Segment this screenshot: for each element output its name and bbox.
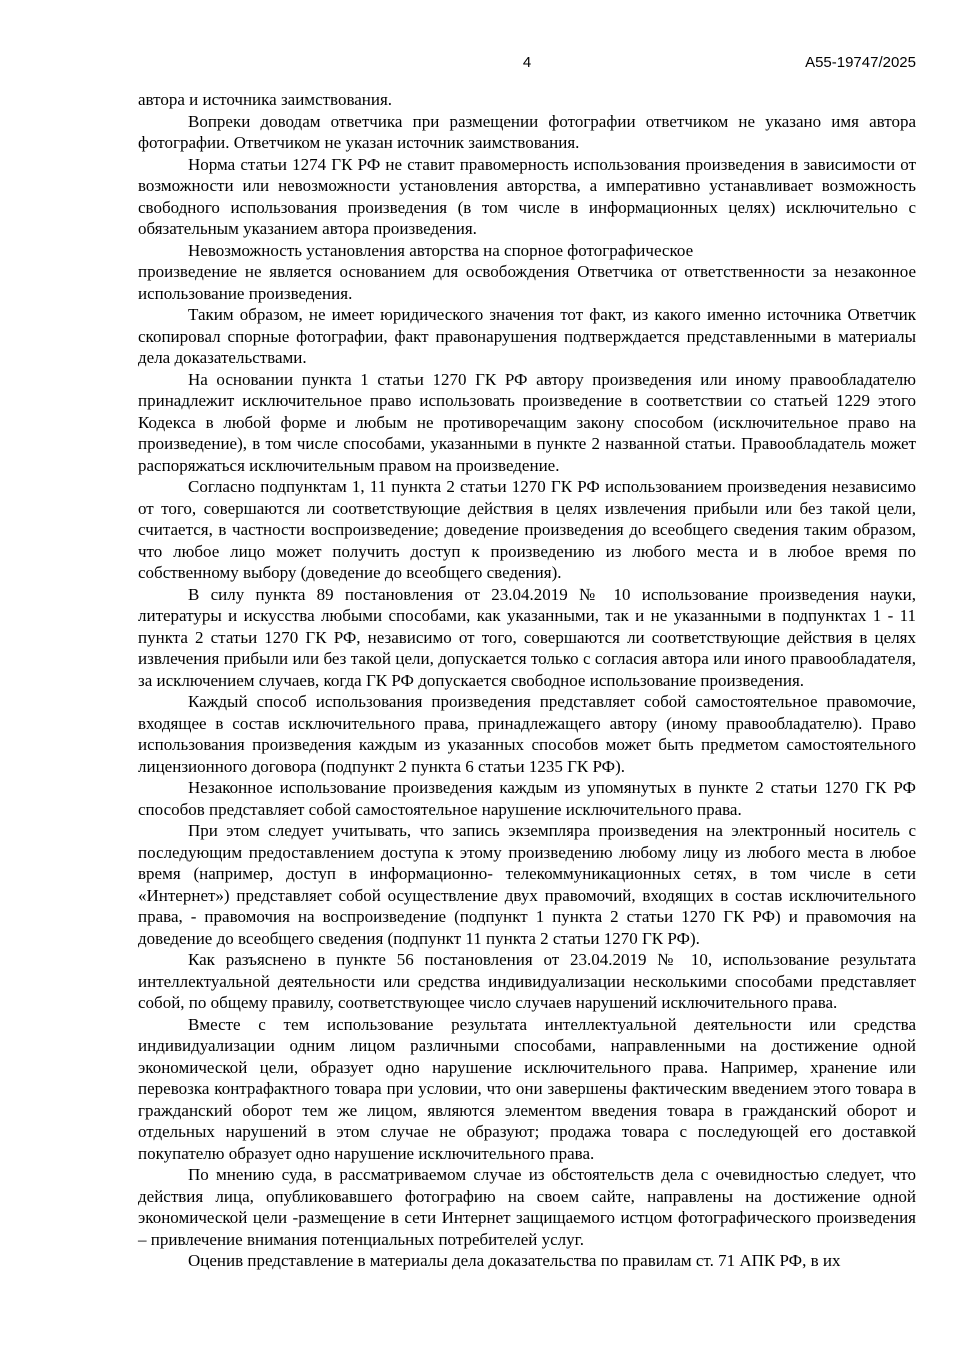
paragraph: По мнению суда, в рассматриваемом случае из обстоятельств дела с очевидностью следует, что действия лица, опубликовавшего фотографию на своем сайте, направлены на достижение одной экономической цели -размещение в сети Интернет защищаемого истцом фотографического произведения – привлечение внимания потенциальных потребителей услуг.	[138, 1165, 916, 1249]
paragraph: автора и источника заимствования.	[138, 90, 393, 109]
document-body	[138, 89, 916, 1272]
paragraph: Невозможность установления авторства на спорное фотографическое	[188, 240, 694, 260]
paragraph: Вместе с тем использование результата интеллектуальной деятельности или средства индивидуализации одним лицом различными способами, направленными на достижение одной экономической цели, образует одно нарушение исключительного права. Например, хранение или перевозка контрафактного товара при условии, что они завершены фактическим введением этого товара в гражданский оборот тем же лицом, являются элементом введения товара в гражданский оборот и отдельных нарушений в этом случае не образуют; продажа товара с последующей его доставкой покупателю образует одно нарушение исключительного права.	[138, 1014, 916, 1163]
paragraph: произведение не является основанием для освобождения Ответчика от ответственности за незаконное использование произведения.	[138, 262, 916, 303]
page-header	[138, 54, 916, 72]
page-number: 4	[522, 54, 532, 71]
paragraph: Норма статьи 1274 ГК РФ не ставит правомерность использования произведения в зависимости от возможности или невозможности установления авторства, а императивно устанавливает возможность свободного использования произведения (в том числе в информационных целях) исключительно с обязательным указанием автора произведения.	[138, 154, 916, 238]
paragraph: При этом следует учитывать, что запись экземпляра произведения на электронный носитель с последующим предоставлением доступа к этому произведению любому лицу из любого места в любое время (например, доступ в информационно- телекоммуникационных сетях, в том числе в сети «Интернет») представляет собой осуществление двух правомочий, входящих в состав исключительного права, - правомочия на воспроизведение (подпункт 1 пункта 2 статьи 1270 ГК РФ) и правомочия на доведение до всеобщего сведения (подпункт 11 пункта 2 статьи 1270 ГК РФ).	[138, 821, 916, 948]
paragraph: Каждый способ использования произведения представляет собой самостоятельное правомочие, входящее в состав исключительного права, принадлежащего автору (иному правообладателю). Право использования произведения каждым из указанных способов может быть предметом самостоятельного лицензионного договора (подпункт 2 пункта 6 статьи 1235 ГК РФ).	[138, 692, 916, 776]
paragraph: Вопреки доводам ответчика при размещении фотографии ответчиком не указано имя автора фотографии. Ответчиком не указан источник заимствования.	[138, 111, 916, 152]
paragraph: На основании пункта 1 статьи 1270 ГК РФ автору произведения или иному правообладателю принадлежит исключительное право использовать произведение в соответствии со статьей 1229 этого Кодекса в любой форме и любым не противоречащим закону способом (исключительное право на произведение), в том числе способами, указанными в пункте 2 названной статьи. Правообладатель может распоряжаться исключительным правом на произведение.	[138, 369, 916, 475]
paragraph: В силу пункта 89 постановления от 23.04.2019 № 10 использование произведения науки, литературы и искусства любыми способами, как указанными, так и не указанными в подпунктах 1 - 11 пункта 2 статьи 1270 ГК РФ, независимо от того, совершаются ли соответствующие действия в целях извлечения прибыли или без такой цели, допускается только с согласия автора или иного правообладателя, за исключением случаев, когда ГК РФ допускается свободное использование произведения.	[138, 584, 916, 690]
paragraph: Оценив представление в материалы дела доказательства по правилам ст. 71 АПК РФ, в их	[188, 1251, 841, 1270]
paragraph: Таким образом, не имеет юридического значения тот факт, из какого именно источника Ответчик скопировал спорные фотографии, факт правонарушения подтверждается представленными в материалы дела доказательствами.	[138, 305, 916, 367]
case-number: А55-19747/2025	[805, 54, 916, 71]
paragraph: Как разъяснено в пункте 56 постановления от 23.04.2019 № 10, использование результата интеллектуальной деятельности или средства индивидуализации несколькими способами представляет собой, по общему правилу, соответствующее число случаев нарушений исключительного права.	[138, 950, 916, 1012]
paragraph: Незаконное использование произведения каждым из упомянутых в пункте 2 статьи 1270 ГК РФ способов представляет собой самостоятельное нарушение исключительного права.	[138, 778, 916, 819]
paragraph: Согласно подпунктам 1, 11 пункта 2 статьи 1270 ГК РФ использованием произведения независимо от того, совершаются ли соответствующие действия в целях извлечения прибыли или без такой цели, считается, в частности воспроизведение; доведение произведения до всеобщего сведения таким образом, что любое лицо может получить доступ к произведению из любого места и в любое время по собственному выбору (доведение до всеобщего сведения).	[138, 477, 916, 582]
